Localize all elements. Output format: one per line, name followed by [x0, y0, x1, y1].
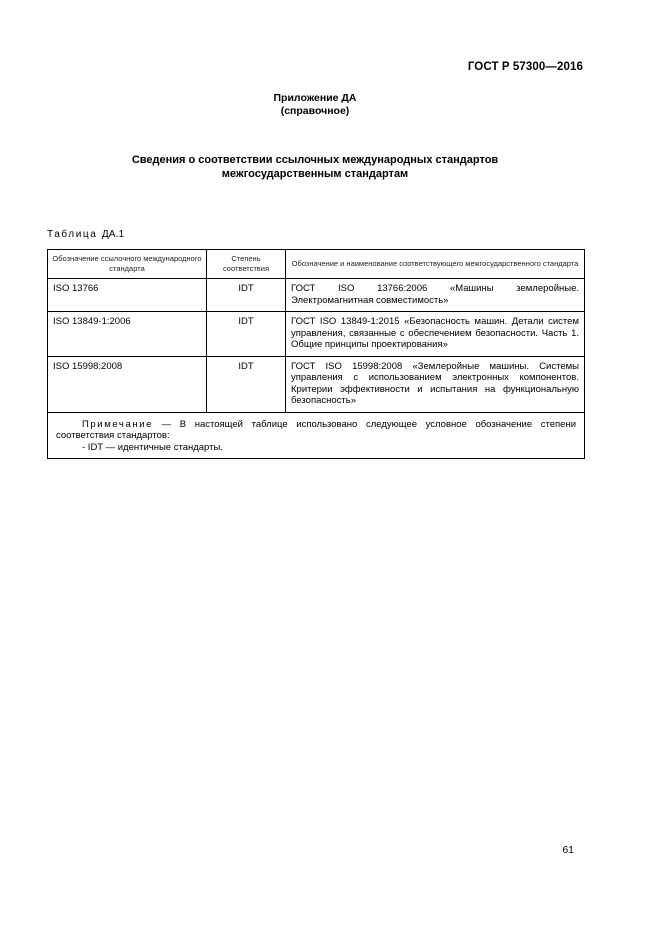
cell-international-standard: ISO 15998:2008: [48, 356, 207, 412]
header-international-standard: Обозначение ссылочного международного стандарта: [48, 250, 207, 279]
table-note: [48, 412, 585, 459]
table-row: [48, 279, 585, 312]
table-caption: [47, 229, 124, 240]
document-code: ГОСТ Р 57300—2016: [467, 61, 583, 73]
cell-international-standard: ISO 13766: [48, 279, 207, 312]
table-row: [48, 312, 585, 357]
standards-correspondence-table: [47, 249, 585, 459]
section-heading-line-1: Сведения о соответствии ссылочных международных стандартов: [131, 154, 499, 166]
table-note-row: [48, 412, 585, 459]
table-caption-number: ДА.1: [101, 229, 125, 240]
note-item: - IDT — идентичные стандарты.: [82, 441, 223, 453]
page-number: 61: [562, 844, 574, 856]
cell-degree: IDT: [207, 279, 286, 312]
cell-interstate-standard: ГОСТ ISO 13849-1:2015 «Безопасность машин. Детали систем управления, связанные с обеспечением безопасности. Часть 1. Общие принципы проектирования»: [286, 312, 585, 357]
cell-degree: IDT: [207, 356, 286, 412]
cell-interstate-standard: ГОСТ ISO 13766:2006 «Машины землеройные. Электромагнитная совместимость»: [286, 279, 585, 312]
cell-degree: IDT: [207, 312, 286, 357]
table-header-row: [48, 250, 585, 279]
cell-international-standard: ISO 13849-1:2006: [48, 312, 207, 357]
section-heading-line-2: межгосударственным стандартам: [221, 168, 409, 180]
cell-interstate-standard: ГОСТ ISO 15998:2008 «Землеройные машины. Системы управления с использованием электронных компонентов. Критерии эффективности и испытания на функциональную безопасность»: [286, 356, 585, 412]
annex-title: Приложение ДА: [273, 92, 357, 104]
header-interstate-standard: Обозначение и наименование соответствующего межгосударственного стандарта: [286, 250, 585, 279]
annex-subtitle: (справочное): [280, 105, 350, 117]
note-text: — В настоящей таблице использовано следующее условное обозначение степени соответствия стандартов:: [56, 418, 576, 441]
note-label: Примечание: [82, 418, 153, 430]
header-degree-of-correspondence: Степень соответствия: [207, 250, 286, 279]
table-row: [48, 356, 585, 412]
table-caption-word: Таблица: [47, 229, 98, 240]
